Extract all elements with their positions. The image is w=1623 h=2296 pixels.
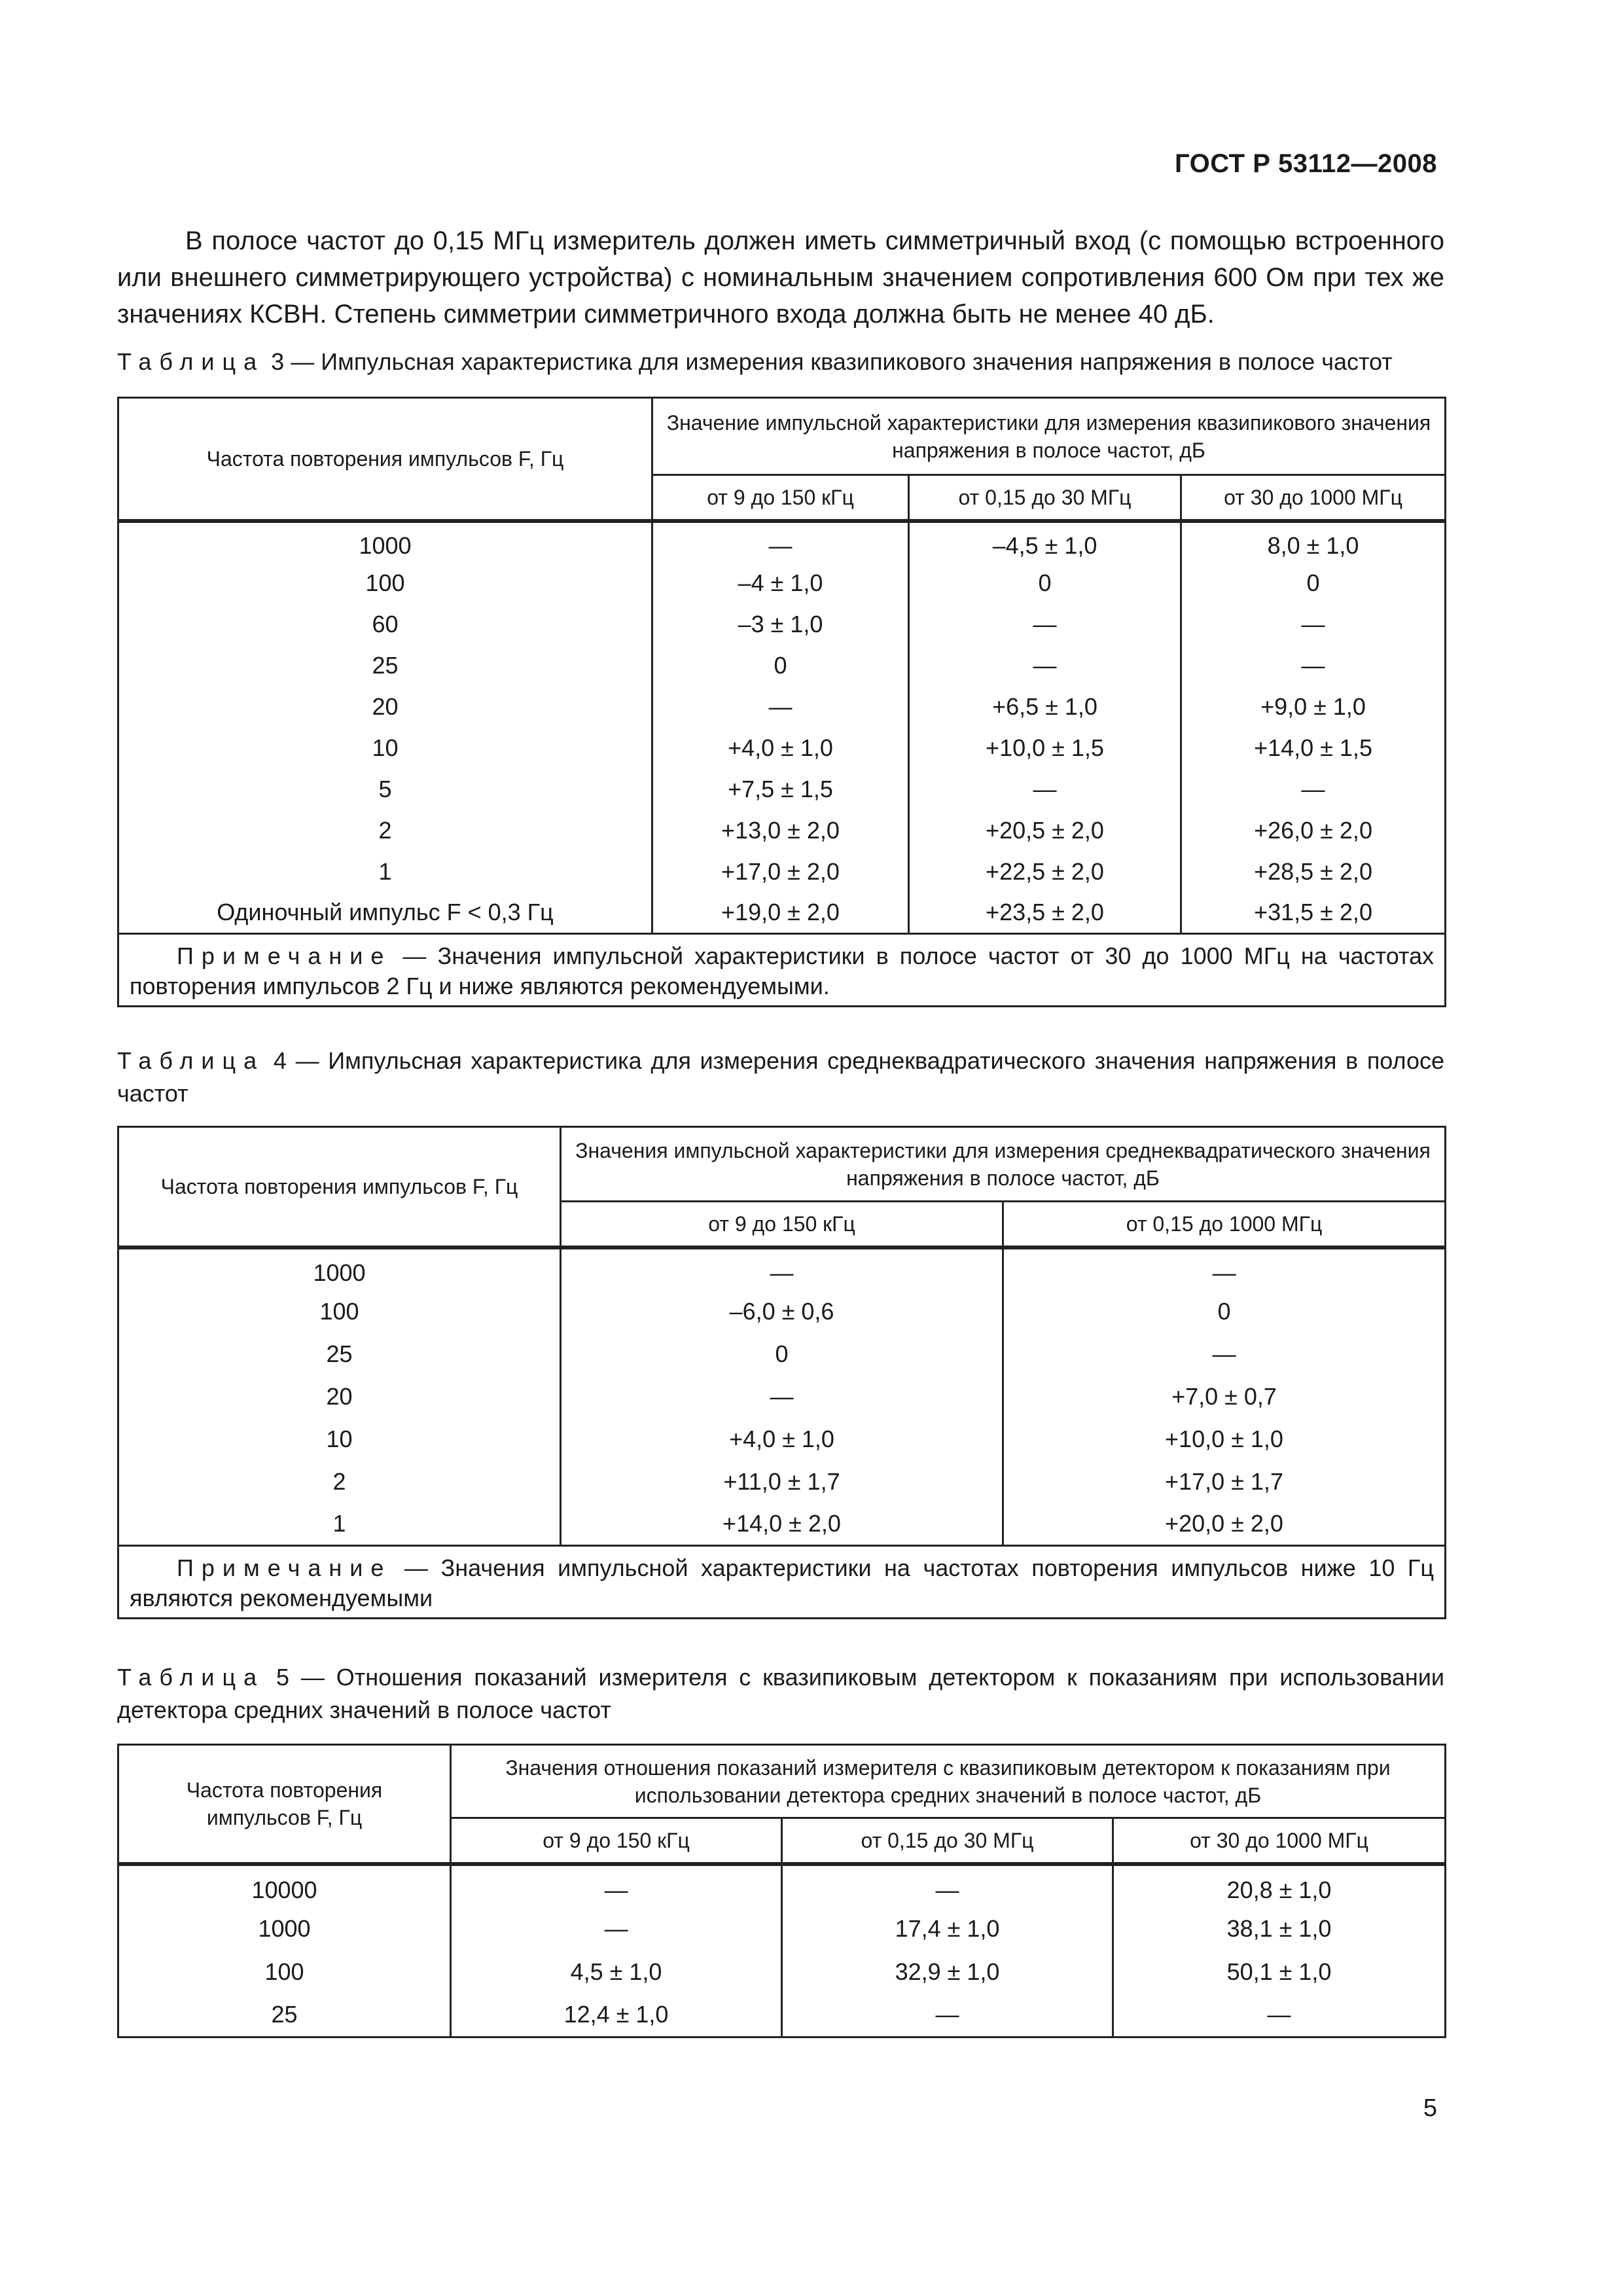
table-row <box>118 521 1446 562</box>
table5-body <box>118 1864 1446 2037</box>
table-row <box>118 603 1446 645</box>
value-cell: — <box>1003 1247 1446 1290</box>
value-cell: –3 ± 1,0 <box>652 603 909 645</box>
value-cell: — <box>1181 645 1446 686</box>
table3 <box>117 397 1446 1007</box>
row-frequency-cell: 1 <box>118 851 652 892</box>
value-cell: +26,0 ± 2,0 <box>1181 810 1446 851</box>
table5-col-freq-header: Частота повторения импульсов F, Гц <box>118 1745 451 1865</box>
table3-col-freq-header: Частота повторения импульсов F, Гц <box>118 398 652 522</box>
value-cell: — <box>909 768 1181 810</box>
row-frequency-cell: 100 <box>118 1290 561 1333</box>
value-cell: 0 <box>561 1333 1003 1375</box>
value-cell: –4,5 ± 1,0 <box>909 521 1181 562</box>
value-cell: 12,4 ± 1,0 <box>451 1994 782 2037</box>
value-cell: +10,0 ± 1,5 <box>909 727 1181 768</box>
table-row <box>118 768 1446 810</box>
table-row <box>118 686 1446 727</box>
value-cell: 0 <box>652 645 909 686</box>
page-number: 5 <box>1423 2094 1437 2122</box>
value-cell: +19,0 ± 2,0 <box>652 892 909 933</box>
table4-caption-text: 4 — Импульсная характеристика для измерения среднеквадратического значения напряжения в полосе частот <box>117 1047 1444 1107</box>
value-cell: +22,5 ± 2,0 <box>909 851 1181 892</box>
table3-label: Таблица <box>117 348 265 375</box>
value-cell: +10,0 ± 1,0 <box>1003 1418 1446 1460</box>
row-frequency-cell: 25 <box>118 645 652 686</box>
table3-subcol-header: от 30 до 1000 МГц <box>1181 475 1446 522</box>
row-frequency-cell: 10 <box>118 1418 561 1460</box>
table-row <box>118 1864 1446 1907</box>
value-cell: –4 ± 1,0 <box>652 562 909 603</box>
table4-col-group-header: Значения импульсной характеристики для измерения среднеквадратического значения напряжения в полосе частот, дБ <box>561 1127 1446 1202</box>
row-frequency-cell: 2 <box>118 1460 561 1503</box>
row-frequency-cell: Одиночный импульс F < 0,3 Гц <box>118 892 652 933</box>
table-row <box>118 851 1446 892</box>
table-row <box>118 1460 1446 1503</box>
value-cell: +20,5 ± 2,0 <box>909 810 1181 851</box>
row-frequency-cell: 10000 <box>118 1864 451 1907</box>
table5-caption-text: 5 — Отношения показаний измерителя с квазипиковым детектором к показаниям при использовании детектора средних значений в полосе частот <box>117 1664 1444 1723</box>
value-cell: 0 <box>909 562 1181 603</box>
table5-subcol-header: от 9 до 150 кГц <box>451 1818 782 1865</box>
table3-caption-text: 3 — Импульсная характеристика для измерения квазипикового значения напряжения в полосе частот <box>271 348 1393 375</box>
table3-body <box>118 521 1446 933</box>
value-cell: +31,5 ± 2,0 <box>1181 892 1446 933</box>
value-cell: +6,5 ± 1,0 <box>909 686 1181 727</box>
value-cell: +17,0 ± 1,7 <box>1003 1460 1446 1503</box>
value-cell: +9,0 ± 1,0 <box>1181 686 1446 727</box>
table4 <box>117 1126 1446 1619</box>
value-cell: — <box>561 1375 1003 1418</box>
value-cell: +7,0 ± 0,7 <box>1003 1375 1446 1418</box>
value-cell: — <box>782 1864 1113 1907</box>
row-frequency-cell: 60 <box>118 603 652 645</box>
value-cell: — <box>561 1247 1003 1290</box>
row-frequency-cell: 100 <box>118 562 652 603</box>
table-row <box>118 727 1446 768</box>
table-row <box>118 1907 1446 1950</box>
value-cell: — <box>1003 1333 1446 1375</box>
value-cell: 4,5 ± 1,0 <box>451 1950 782 1994</box>
value-cell: 8,0 ± 1,0 <box>1181 521 1446 562</box>
table3-subcol-header: от 9 до 150 кГц <box>652 475 909 522</box>
table3-note-text: — Значения импульсной характеристики в полосе частот от 30 до 1000 МГц на частотах повторения импульсов 2 Гц и ниже являются рекомендуемыми. <box>130 942 1435 999</box>
value-cell: +7,5 ± 1,5 <box>652 768 909 810</box>
value-cell: — <box>451 1907 782 1950</box>
table-row <box>118 1994 1446 2037</box>
row-frequency-cell: 5 <box>118 768 652 810</box>
row-frequency-cell: 20 <box>118 1375 561 1418</box>
value-cell: 17,4 ± 1,0 <box>782 1907 1113 1950</box>
table-row <box>118 1375 1446 1418</box>
row-frequency-cell: 1000 <box>118 521 652 562</box>
table4-subcol-header: от 0,15 до 1000 МГц <box>1003 1202 1446 1248</box>
table3-caption <box>117 346 1444 378</box>
table-row <box>118 1418 1446 1460</box>
value-cell: –6,0 ± 0,6 <box>561 1290 1003 1333</box>
row-frequency-cell: 1000 <box>118 1247 561 1290</box>
table4-note <box>118 1545 1446 1618</box>
table-row <box>118 892 1446 933</box>
table5 <box>117 1744 1446 2038</box>
table3-note-label: Примечание <box>177 942 392 969</box>
value-cell: 38,1 ± 1,0 <box>1113 1907 1446 1950</box>
table5-subcol-header: от 0,15 до 30 МГц <box>782 1818 1113 1865</box>
value-cell: +28,5 ± 2,0 <box>1181 851 1446 892</box>
table4-caption <box>117 1045 1444 1110</box>
value-cell: 20,8 ± 1,0 <box>1113 1864 1446 1907</box>
value-cell: +14,0 ± 2,0 <box>561 1503 1003 1545</box>
table-row <box>118 1290 1446 1333</box>
value-cell: +20,0 ± 2,0 <box>1003 1503 1446 1545</box>
table-row <box>118 1333 1446 1375</box>
value-cell: — <box>782 1994 1113 2037</box>
table-row <box>118 810 1446 851</box>
value-cell: 50,1 ± 1,0 <box>1113 1950 1446 1994</box>
table4-note-label: Примечание <box>177 1554 392 1581</box>
table4-body <box>118 1247 1446 1545</box>
table3-note <box>118 933 1446 1006</box>
value-cell: +23,5 ± 2,0 <box>909 892 1181 933</box>
table4-label: Таблица <box>117 1047 265 1074</box>
row-frequency-cell: 2 <box>118 810 652 851</box>
row-frequency-cell: 20 <box>118 686 652 727</box>
row-frequency-cell: 25 <box>118 1333 561 1375</box>
table5-caption <box>117 1661 1444 1727</box>
table5-label: Таблица <box>117 1664 265 1691</box>
value-cell: +17,0 ± 2,0 <box>652 851 909 892</box>
value-cell: 32,9 ± 1,0 <box>782 1950 1113 1994</box>
table-row <box>118 1247 1446 1290</box>
value-cell: — <box>909 645 1181 686</box>
value-cell: — <box>1113 1994 1446 2037</box>
row-frequency-cell: 10 <box>118 727 652 768</box>
row-frequency-cell: 1000 <box>118 1907 451 1950</box>
table-row <box>118 1503 1446 1545</box>
value-cell: — <box>652 686 909 727</box>
row-frequency-cell: 25 <box>118 1994 451 2037</box>
value-cell: +4,0 ± 1,0 <box>652 727 909 768</box>
value-cell: — <box>652 521 909 562</box>
value-cell: — <box>909 603 1181 645</box>
row-frequency-cell: 100 <box>118 1950 451 1994</box>
table5-subcol-header: от 30 до 1000 МГц <box>1113 1818 1446 1865</box>
table-row <box>118 1950 1446 1994</box>
table4-col-freq-header: Частота повторения импульсов F, Гц <box>118 1127 561 1248</box>
table3-subcol-header: от 0,15 до 30 МГц <box>909 475 1181 522</box>
table4-subcol-header: от 9 до 150 кГц <box>561 1202 1003 1248</box>
value-cell: +4,0 ± 1,0 <box>561 1418 1003 1460</box>
value-cell: — <box>1181 768 1446 810</box>
value-cell: — <box>1181 603 1446 645</box>
table-row <box>118 562 1446 603</box>
value-cell: +11,0 ± 1,7 <box>561 1460 1003 1503</box>
table3-col-group-header: Значение импульсной характеристики для измерения квазипикового значения напряжения в полосе частот, дБ <box>652 398 1446 475</box>
table4-note-text: — Значения импульсной характеристики на частотах повторения импульсов ниже 10 Гц являются рекомендуемыми <box>130 1554 1435 1611</box>
value-cell: 0 <box>1181 562 1446 603</box>
value-cell: 0 <box>1003 1290 1446 1333</box>
document-code: ГОСТ Р 53112—2008 <box>1175 149 1437 178</box>
table5-col-group-header: Значения отношения показаний измерителя с квазипиковым детектором к показаниям при использовании детектора средних значений в полосе частот, дБ <box>451 1745 1446 1818</box>
table-row <box>118 645 1446 686</box>
value-cell: +13,0 ± 2,0 <box>652 810 909 851</box>
intro-paragraph: В полосе частот до 0,15 МГц измеритель должен иметь симметричный вход (с помощью встроенного или внешнего симметрирующего устройства) с номинальным значением сопротивления 600 Ом при тех же значениях КСВН. Степень симметрии симметричного входа должна быть не менее 40 дБ. <box>117 226 1444 329</box>
row-frequency-cell: 1 <box>118 1503 561 1545</box>
value-cell: +14,0 ± 1,5 <box>1181 727 1446 768</box>
value-cell: — <box>451 1864 782 1907</box>
